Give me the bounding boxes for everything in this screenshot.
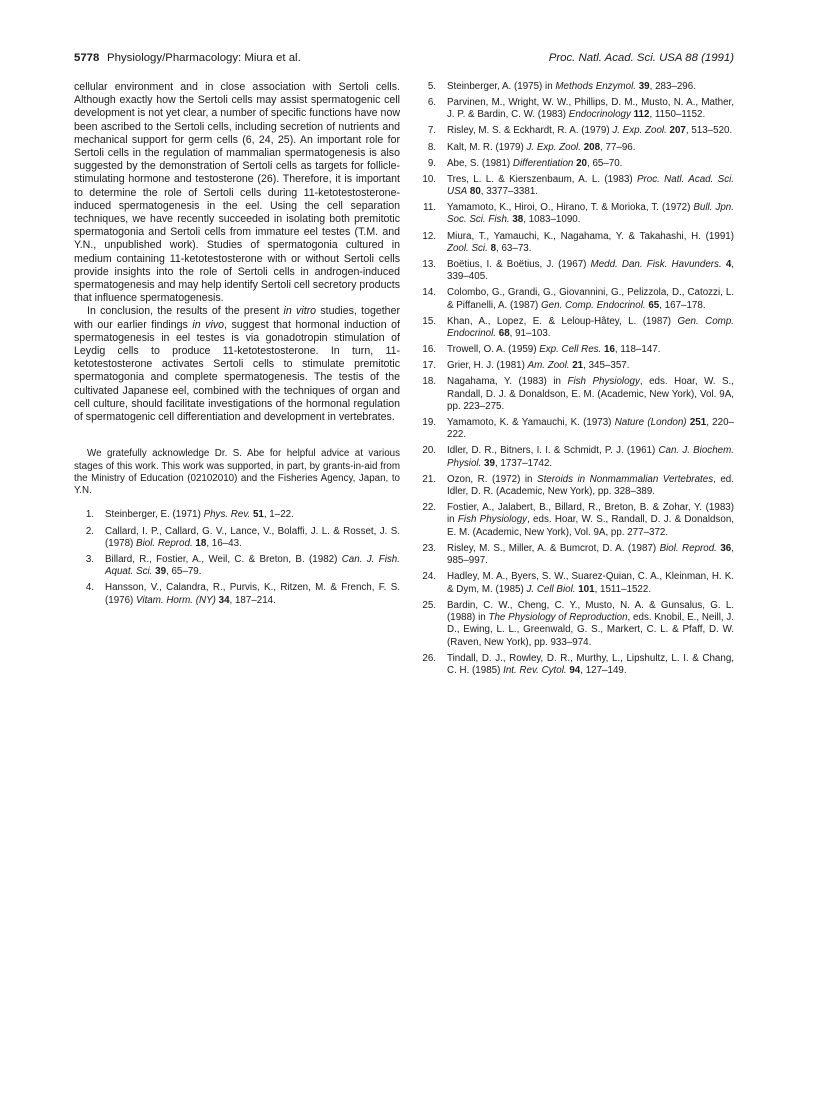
reference-pages: , 1511–1522. bbox=[594, 583, 652, 595]
reference-volume: 94 bbox=[569, 664, 581, 676]
reference-pages: , 283–296. bbox=[649, 81, 696, 92]
reference-item bbox=[416, 231, 734, 256]
reference-number: 24. bbox=[422, 571, 436, 583]
reference-authors: Steinberger, A. (1975) in bbox=[447, 81, 556, 92]
reference-list-right bbox=[416, 81, 734, 677]
reference-number: 3. bbox=[85, 553, 94, 565]
reference-authors: Idler, D. R., Bitners, I. I. & Schmidt, P. J. (1961) bbox=[447, 445, 659, 457]
reference-pages: , 77–96. bbox=[600, 141, 636, 153]
reference-authors: Nagahama, Y. (1983) in bbox=[447, 376, 568, 388]
reference-journal: Int. Rev. Cytol. bbox=[503, 664, 567, 676]
reference-number: 9. bbox=[427, 157, 436, 169]
reference-volume: 8 bbox=[490, 242, 497, 254]
reference-volume: 101 bbox=[578, 583, 595, 595]
reference-item bbox=[416, 259, 734, 284]
reference-authors: Kalt, M. R. (1979) bbox=[447, 141, 527, 153]
reference-journal: Steroids in Nonmammalian Vertebrates bbox=[537, 473, 714, 485]
reference-number: 8. bbox=[427, 141, 436, 153]
reference-journal: Differentiation bbox=[512, 157, 574, 169]
right-column bbox=[416, 81, 734, 681]
reference-pages: , eds. Hoar, W. S., Randall, D. J. & Donaldson, E. M. (Academic, New York), Vol. 9A, pp. 223–275. bbox=[447, 376, 734, 412]
reference-journal: Nature (London) bbox=[614, 416, 687, 428]
reference-journal: Exp. Cell Res. bbox=[539, 344, 602, 356]
body-paragraph: cellular environment and in close association with Sertoli cells. Although exactly how the Sertoli cells may assist spermatogenic cell development is not yet clear, a number of specific functions have now been ascribed to the Sertoli cells, including secretion of nutrients and mechanical support for germ cells (6, 24, 25). An important role for Sertoli cells in the regulation of mammalian spermatogenesis is also suggested by the demonstration of Sertoli cells as targets for follicle-stimulating hormone and testosterone (26). Therefore, it is important to determine the role of Sertoli cells during 11-ketotestosterone-induced spermatogenesis in the eel. Using the cell separation techniques, we have recently succeeded in isolating both premitotic spermatogonia and Sertoli cells from immature eel testes (T.M. and Y.N., unpublished work). Studies of spermatogonia cultured in medium containing 11-ketotestosterone with or without Sertoli cells provide insights into the role of Sertoli cells in androgen-induced spermatogenesis and may help identify Sertoli cell secretory products that influence spermatogenesis. bbox=[74, 81, 400, 305]
reference-item bbox=[416, 287, 734, 312]
reference-volume: 4 bbox=[725, 258, 732, 270]
reference-journal: Phys. Rev. bbox=[203, 509, 251, 521]
reference-journal: Zool. Sci. bbox=[447, 242, 488, 254]
reference-volume: 20 bbox=[576, 157, 587, 169]
reference-journal: Methods Enzymol. bbox=[555, 81, 636, 92]
reference-item bbox=[416, 474, 734, 499]
reference-pages: , 339–405. bbox=[447, 258, 734, 283]
reference-volume: 51 bbox=[252, 509, 264, 521]
reference-item bbox=[74, 509, 400, 521]
reference-journal: Can. J. Fish. Aquat. Sci. bbox=[105, 553, 400, 578]
running-header bbox=[74, 52, 734, 68]
reference-number: 17. bbox=[422, 360, 436, 372]
reference-pages: , 91–103. bbox=[509, 328, 551, 340]
reference-journal: Biol. Reprod. bbox=[136, 537, 193, 549]
left-column bbox=[74, 81, 400, 611]
reference-number: 16. bbox=[422, 344, 436, 356]
acknowledgment: We gratefully acknowledge Dr. S. Abe for helpful advice at various stages of this work. This work was supported, in part, by grants-in-aid from the Ministry of Education (02102010) and the Fisheries Agency, Japan, to Y.N. bbox=[74, 448, 400, 497]
reference-authors: Colombo, G., Grandi, G., Giovannini, G., Pelizzola, D., Catozzi, L. & Piffanelli, A. (1987) bbox=[447, 287, 734, 311]
reference-journal: The Physiology of Reproduction bbox=[488, 611, 628, 623]
reference-number: 19. bbox=[422, 416, 436, 428]
reference-authors: Callard, I. P., Callard, G. V., Lance, V., Bolaffi, J. L. & Rosset, J. S. (1978) bbox=[105, 525, 400, 549]
reference-number: 13. bbox=[422, 258, 436, 270]
reference-pages: , 127–149. bbox=[580, 664, 627, 676]
reference-number: 1. bbox=[85, 509, 94, 521]
reference-item bbox=[416, 445, 734, 470]
reference-volume: 39 bbox=[484, 457, 495, 469]
reference-journal: Gen. Comp. Endocrinol. bbox=[447, 315, 734, 340]
reference-authors: Yamamoto, K., Hiroi, O., Hirano, T. & Morioka, T. (1972) bbox=[447, 202, 694, 214]
reference-journal: Proc. Natl. Acad. Sci. USA bbox=[447, 173, 734, 198]
reference-item bbox=[416, 97, 734, 122]
reference-pages: , 63–73. bbox=[496, 242, 532, 254]
reference-pages: , 220–222. bbox=[447, 416, 734, 441]
reference-item bbox=[416, 202, 734, 227]
reference-journal: Endocrinology bbox=[568, 109, 631, 121]
reference-volume: 34 bbox=[218, 594, 230, 606]
reference-journal: Fish Physiology bbox=[457, 514, 528, 526]
reference-pages: , ed. Idler, D. R. (Academic, New York), pp. 328–389. bbox=[447, 473, 734, 498]
reference-pages: , 1083–1090. bbox=[523, 214, 581, 226]
reference-authors: Steinberger, E. (1971) bbox=[105, 509, 204, 521]
reference-authors: Ozon, R. (1972) in bbox=[447, 473, 538, 485]
reference-list-left bbox=[74, 509, 400, 606]
reference-authors: Parvinen, M., Wright, W. W., Phillips, D. M., Musto, N. A., Mather, J. P. & Bardin, C. W. (1983) bbox=[447, 97, 734, 121]
reference-journal: Can. J. Biochem. Physiol. bbox=[447, 445, 734, 469]
reference-authors: Risley, M. S. & Eckhardt, R. A. (1979) bbox=[447, 125, 613, 137]
reference-authors: Tindall, D. J., Rowley, D. R., Murthy, L., Lipshultz, L. I. & Chang, C. H. (1985) bbox=[447, 652, 734, 676]
reference-authors: Tres, L. L. & Kierszenbaum, A. L. (1983) bbox=[447, 173, 637, 185]
reference-volume: 39 bbox=[638, 81, 650, 92]
reference-number: 21. bbox=[422, 473, 436, 485]
journal-citation: Proc. Natl. Acad. Sci. USA 88 (1991) bbox=[548, 52, 734, 64]
reference-item bbox=[416, 376, 734, 413]
reference-authors: Bardin, C. W., Cheng, C. Y., Musto, N. A. & Gunsalus, G. L. (1988) in bbox=[447, 599, 734, 623]
reference-journal: Gen. Comp. Endocrinol. bbox=[541, 299, 646, 311]
reference-number: 23. bbox=[422, 542, 436, 554]
reference-journal: Bull. Jpn. Soc. Sci. Fish. bbox=[447, 202, 734, 226]
reference-volume: 65 bbox=[648, 299, 660, 311]
reference-number: 26. bbox=[422, 652, 436, 664]
reference-item bbox=[416, 600, 734, 649]
reference-number: 5. bbox=[427, 81, 436, 92]
reference-number: 15. bbox=[422, 315, 436, 327]
reference-number: 4. bbox=[85, 582, 94, 594]
reference-pages: , 65–70. bbox=[587, 157, 623, 169]
reference-journal: Fish Physiology bbox=[567, 376, 640, 388]
reference-pages: , 1737–1742. bbox=[494, 457, 553, 469]
reference-item bbox=[416, 502, 734, 539]
reference-item bbox=[416, 125, 734, 137]
reference-number: 22. bbox=[422, 502, 436, 514]
reference-pages: , 118–147. bbox=[614, 344, 661, 356]
reference-authors: Boëtius, I. & Boëtius, J. (1967) bbox=[447, 258, 591, 270]
reference-item bbox=[416, 543, 734, 568]
reference-number: 18. bbox=[422, 376, 436, 388]
reference-journal: Biol. Reprod. bbox=[659, 542, 717, 554]
section-title: Physiology/Pharmacology: Miura et al. bbox=[107, 52, 301, 64]
reference-item bbox=[416, 417, 734, 442]
reference-number: 10. bbox=[422, 173, 436, 185]
reference-number: 20. bbox=[422, 445, 436, 457]
reference-authors: Khan, A., Lopez, E. & Leloup-Hâtey, L. (1987) bbox=[447, 315, 678, 327]
reference-journal: Medd. Dan. Fisk. Havunders. bbox=[590, 258, 722, 270]
page-number: 5778 bbox=[74, 52, 100, 64]
reference-pages: , 1–22. bbox=[263, 509, 294, 521]
reference-volume: 207 bbox=[669, 125, 686, 137]
reference-authors: Hansson, V., Calandra, R., Purvis, K., Ritzen, M. & French, F. S. (1976) bbox=[105, 582, 400, 606]
reference-pages: , 65–79. bbox=[166, 566, 202, 578]
reference-journal: J. Cell Biol. bbox=[526, 583, 576, 595]
reference-authors: Hadley, M. A., Byers, S. W., Suarez-Quian, C. A., Kleinman, H. K. & Dym, M. (1985) bbox=[447, 571, 734, 595]
reference-item bbox=[416, 571, 734, 596]
reference-item bbox=[416, 360, 734, 372]
reference-number: 7. bbox=[427, 125, 436, 137]
reference-volume: 39 bbox=[155, 566, 167, 578]
reference-authors: Trowell, O. A. (1959) bbox=[447, 344, 540, 356]
reference-pages: , 16–43. bbox=[206, 537, 242, 549]
reference-authors: Abe, S. (1981) bbox=[447, 157, 513, 169]
reference-pages: , 1150–1152. bbox=[649, 109, 706, 121]
reference-journal: J. Exp. Zool. bbox=[612, 125, 667, 137]
reference-pages: , 345–357. bbox=[583, 360, 630, 372]
reference-pages: , 167–178. bbox=[659, 299, 706, 311]
reference-pages: , 985–997. bbox=[447, 542, 734, 567]
reference-authors: Miura, T., Yamauchi, K., Nagahama, Y. & Takahashi, H. (1991) bbox=[447, 230, 734, 242]
reference-volume: 208 bbox=[583, 141, 601, 153]
reference-volume: 16 bbox=[604, 344, 615, 356]
reference-item bbox=[74, 554, 400, 579]
reference-pages: , 187–214. bbox=[229, 594, 276, 606]
reference-volume: 21 bbox=[572, 360, 584, 372]
reference-number: 6. bbox=[427, 97, 436, 109]
reference-volume: 112 bbox=[633, 109, 650, 121]
reference-number: 14. bbox=[422, 287, 436, 299]
reference-journal: Vitam. Horm. (NY) bbox=[136, 594, 216, 606]
reference-authors: Risley, M. S., Miller, A. & Bumcrot, D. A. (1987) bbox=[447, 542, 660, 554]
reference-volume: 251 bbox=[689, 416, 707, 428]
reference-volume: 38 bbox=[512, 214, 524, 226]
reference-authors: Grier, H. J. (1981) bbox=[447, 360, 528, 372]
reference-journal: J. Exp. Zool. bbox=[526, 141, 581, 153]
reference-item bbox=[74, 526, 400, 551]
reference-volume: 18 bbox=[195, 537, 207, 549]
reference-pages: , eds. Knobil, E., Neill, J. D., Ewing, L. L., Greenwald, G. S., Markert, C. L. & Pfaff, D. W. (Raven, New York), pp. 933–974. bbox=[447, 611, 734, 648]
reference-authors: Yamamoto, K. & Yamauchi, K. (1973) bbox=[447, 416, 615, 428]
reference-number: 12. bbox=[422, 230, 436, 242]
reference-item bbox=[416, 158, 734, 170]
reference-item bbox=[416, 81, 734, 93]
reference-item bbox=[416, 316, 734, 341]
reference-authors: Fostier, A., Jalabert, B., Billard, R., Breton, B. & Zohar, Y. (1983) in bbox=[447, 502, 734, 526]
reference-volume: 68 bbox=[498, 328, 510, 340]
reference-pages: , 513–520. bbox=[685, 125, 733, 137]
reference-item bbox=[416, 142, 734, 154]
reference-number: 11. bbox=[423, 202, 436, 214]
reference-volume: 36 bbox=[720, 542, 732, 554]
reference-item bbox=[416, 653, 734, 678]
conclusion-paragraph: In conclusion, the results of the present in vitro studies, together with our earlier findings in vivo, suggest that hormonal induction of spermatogenesis in eel testes is via gonadotropin stimulation of Leydig cells to produce 11-ketotestosterone. In turn, 11-ketotestosterone activates Sertoli cells to stimulate premitotic spermatogonia and complete spermatogenesis. The testis of the cultivated Japanese eel, combined with the techniques of organ and cell culture, should facilitate investigations of the hormonal regulation of spermatogenic cell differentiation and development in vertebrates. bbox=[74, 305, 400, 424]
reference-volume: 80 bbox=[469, 186, 481, 198]
reference-item bbox=[416, 344, 734, 356]
reference-number: 2. bbox=[85, 525, 94, 537]
reference-journal: Am. Zool. bbox=[527, 360, 570, 372]
reference-item bbox=[416, 174, 734, 199]
reference-item bbox=[74, 582, 400, 607]
reference-pages: , 3377–3381. bbox=[480, 186, 538, 198]
reference-pages: , eds. Hoar, W. S., Randall, D. J. & Donaldson, E. M. (Academic, New York), Vol. 9A, pp. 277–372. bbox=[447, 514, 734, 538]
reference-number: 25. bbox=[422, 599, 436, 611]
reference-authors: Billard, R., Fostier, A., Weil, C. & Breton, B. (1982) bbox=[105, 553, 342, 565]
